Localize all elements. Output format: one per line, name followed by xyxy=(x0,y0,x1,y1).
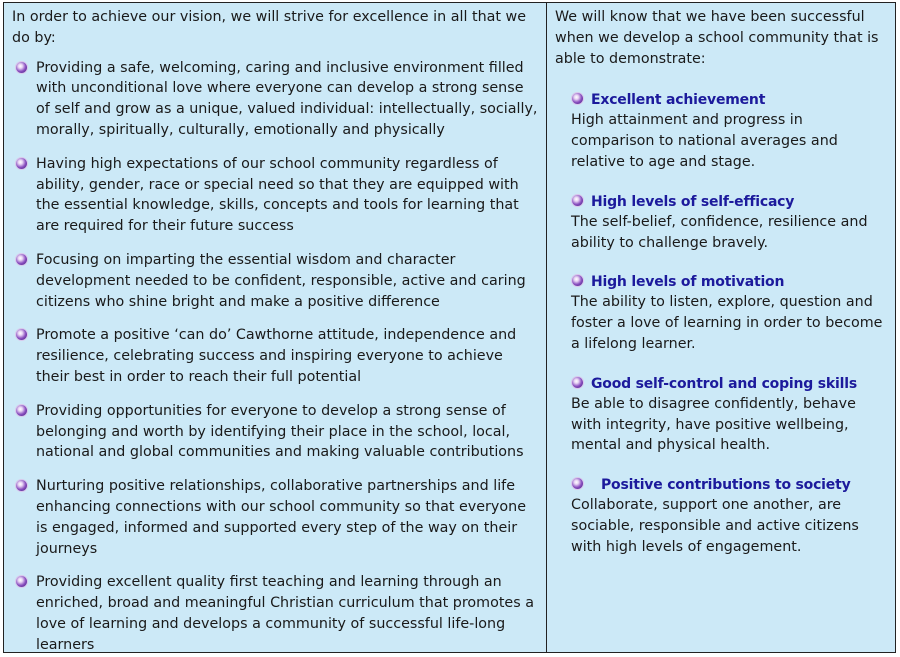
success-criterion xyxy=(555,374,887,456)
purple-bullet-icon xyxy=(16,405,27,416)
list-item-text: Nurturing positive relationships, collaborative partnerships and life enhancing connections with our school community so that everyone is engaged, informed and supported every step of the way on their journeys xyxy=(36,478,526,557)
criterion-title: High levels of motivation xyxy=(571,272,887,292)
list-item-text: Promote a positive ‘can do’ Cawthorne attitude, independence and resilience, celebrating success and inspiring everyone to achieve their best in order to reach their full potential xyxy=(36,327,517,385)
success-column xyxy=(547,3,895,652)
list-item xyxy=(12,58,540,141)
list-item-text: Providing opportunities for everyone to develop a strong sense of belonging and worth by identifying their place in the school, local, national and global communities and making valuable contributions xyxy=(36,402,524,461)
purple-bullet-icon xyxy=(572,93,583,104)
vision-table xyxy=(3,2,896,653)
purple-bullet-icon xyxy=(16,158,27,169)
list-item-text: Providing a safe, welcoming, caring and inclusive environment filled with unconditional love where everyone can develop a strong sense of self and grow as a unique, valued individual: intellectually, socially, morally, spiritually, culturally, emotionally and physically xyxy=(36,59,538,138)
list-item xyxy=(12,476,540,559)
purple-bullet-icon xyxy=(572,275,583,286)
criterion-description: High attainment and progress in comparison to national averages and relative to age and stage. xyxy=(571,112,838,170)
list-item xyxy=(12,401,540,463)
list-item-text: Focusing on imparting the essential wisdom and character development needed to be confident, responsible, active and caring citizens who shine bright and make a positive difference xyxy=(36,251,526,310)
purple-bullet-icon xyxy=(572,478,583,489)
criterion-description: Collaborate, support one another, are sociable, responsible and active citizens with high levels of engagement. xyxy=(571,497,859,555)
success-criterion xyxy=(555,192,887,254)
list-item-text: Having high expectations of our school community regardless of ability, gender, race or special need so that they are equipped with the essential knowledge, skills, concepts and tools for learning that are required for their future success xyxy=(36,155,519,235)
success-criterion xyxy=(555,90,887,172)
list-item xyxy=(12,250,540,312)
list-item-text: Providing excellent quality first teaching and learning through an enriched, broad and meaningful Christian curriculum that promotes a love of learning and develops a community of successful life-long learners xyxy=(36,574,534,653)
purple-bullet-icon xyxy=(572,195,583,206)
criterion-description: The self-belief, confidence, resilience and ability to challenge bravely. xyxy=(571,213,868,251)
purple-bullet-icon xyxy=(572,377,583,388)
criterion-title: Good self-control and coping skills xyxy=(571,374,887,394)
list-item xyxy=(12,572,540,655)
list-item xyxy=(12,154,540,237)
purple-bullet-icon xyxy=(16,576,27,587)
success-criterion xyxy=(555,272,887,354)
criterion-title: High levels of self-efficacy xyxy=(571,192,887,212)
purple-bullet-icon xyxy=(16,62,27,73)
excellence-column xyxy=(4,3,547,652)
criterion-description: Be able to disagree confidently, behave with integrity, have positive wellbeing, mental and physical health. xyxy=(571,395,856,454)
list-item xyxy=(12,325,540,387)
criterion-title: Positive contributions to society xyxy=(571,475,887,495)
purple-bullet-icon xyxy=(16,254,27,265)
success-intro: We will know that we have been successful when we develop a school community that is able to demonstrate: xyxy=(555,9,879,67)
criterion-title: Excellent achievement xyxy=(571,90,887,110)
excellence-intro: In order to achieve our vision, we will strive for excellence in all that we do by: xyxy=(12,9,527,46)
success-criterion xyxy=(555,475,887,557)
purple-bullet-icon xyxy=(16,480,27,491)
criterion-description: The ability to listen, explore, question and foster a love of learning in order to become a lifelong learner. xyxy=(571,294,883,352)
purple-bullet-icon xyxy=(16,329,27,340)
excellence-list xyxy=(12,58,540,656)
